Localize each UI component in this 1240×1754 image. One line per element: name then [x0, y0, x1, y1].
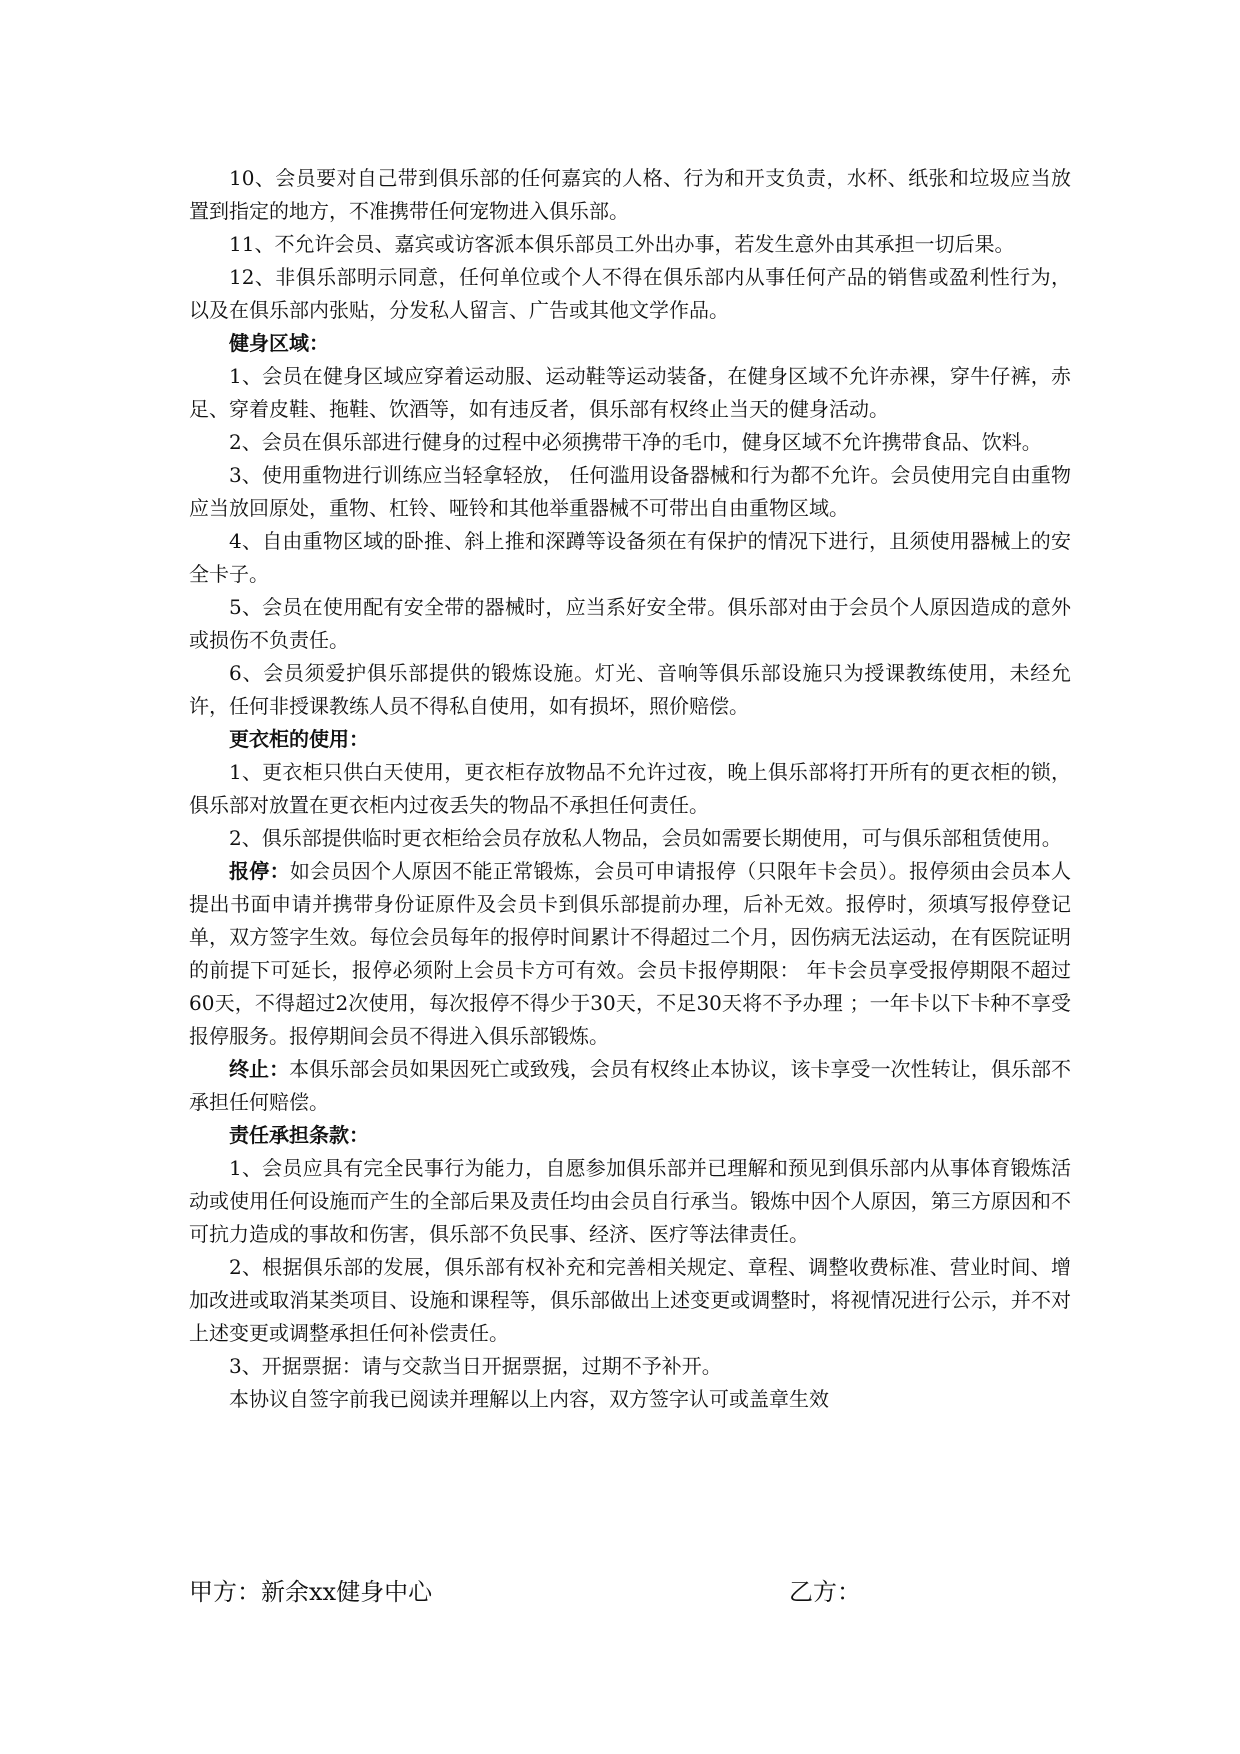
clause-text: 12、非俱乐部明示同意，任何单位或个人不得在俱乐部内从事任何产品的销售或盈利性行为，以及在俱乐部内张贴，分发私人留言、广告或其他文学作品。 [189, 265, 1071, 322]
clause-text: 1、更衣柜只供白天使用，更衣柜存放物品不允许过夜，晚上俱乐部将打开所有的更衣柜的锁，俱乐部对放置在更衣柜内过夜丢失的物品不承担任何责任。 [189, 760, 1071, 817]
clause-text: 6、会员须爱护俱乐部提供的锻炼设施。灯光、音响等俱乐部设施只为授课教练使用，未经允许，任何非授课教练人员不得私自使用，如有损坏，照价赔偿。 [189, 661, 1071, 718]
document-body [189, 162, 1071, 1416]
clause-paragraph [189, 162, 1071, 228]
clause-lead: 报停： [229, 859, 290, 883]
clause-paragraph [189, 1251, 1071, 1350]
clause-paragraph [189, 261, 1071, 327]
section-heading: 责任承担条款： [229, 1123, 369, 1147]
clause-lead: 终止： [229, 1057, 290, 1081]
clause-paragraph [189, 657, 1071, 723]
clause-text: 4、自由重物区域的卧推、斜上推和深蹲等设备须在有保护的情况下进行，且须使用器械上的安全卡子。 [189, 529, 1071, 586]
clause-paragraph [189, 822, 1071, 855]
clause-text: 3、使用重物进行训练应当轻拿轻放， 任何滥用设备器械和行为都不允许。会员使用完自由重物应当放回原处，重物、杠铃、哑铃和其他举重器械不可带出自由重物区域。 [189, 463, 1071, 520]
party-b-signature: 乙方： [789, 1578, 861, 1606]
clause-paragraph [189, 855, 1071, 1053]
clause-text: 3、开据票据：请与交款当日开据票据，过期不予补开。 [229, 1354, 722, 1378]
clause-paragraph [189, 228, 1071, 261]
clause-text: 11、不允许会员、嘉宾或访客派本俱乐部员工外出办事，若发生意外由其承担一切后果。 [229, 232, 1015, 256]
clause-text: 2、根据俱乐部的发展，俱乐部有权补充和完善相关规定、章程、调整收费标准、营业时间、增加改进或取消某类项目、设施和课程等，俱乐部做出上述变更或调整时，将视情况进行公示，并不对上述变更或调整承担任何补偿责任。 [189, 1255, 1071, 1345]
clause-text: 2、俱乐部提供临时更衣柜给会员存放私人物品，会员如需要长期使用，可与俱乐部租赁使用。 [229, 826, 1062, 850]
clause-paragraph [189, 1152, 1071, 1251]
clause-text: 2、会员在俱乐部进行健身的过程中必须携带干净的毛巾，健身区域不允许携带食品、饮料。 [229, 430, 1042, 454]
clause-text: 1、会员应具有完全民事行为能力，自愿参加俱乐部并已理解和预见到俱乐部内从事体育锻炼活动或使用任何设施而产生的全部后果及责任均由会员自行承当。锻炼中因个人原因，第三方原因和不可抗力造成的事故和伤害，俱乐部不负民事、经济、医疗等法律责任。 [189, 1156, 1071, 1246]
clause-text: 本协议自签字前我已阅读并理解以上内容，双方签字认可或盖章生效 [229, 1387, 829, 1411]
signature-block [189, 1572, 1071, 1612]
clause-paragraph [189, 360, 1071, 426]
clause-paragraph [189, 591, 1071, 657]
clause-text: 1、会员在健身区域应穿着运动服、运动鞋等运动装备，在健身区域不允许赤裸，穿牛仔裤，赤足、穿着皮鞋、拖鞋、饮酒等，如有违反者，俱乐部有权终止当天的健身活动。 [189, 364, 1071, 421]
clause-paragraph [189, 1053, 1071, 1119]
section-heading: 健身区域： [229, 331, 329, 355]
clause-text: 本俱乐部会员如果因死亡或致残，会员有权终止本协议，该卡享受一次性转让，俱乐部不承担任何赔偿。 [189, 1057, 1072, 1114]
clause-text: 如会员因个人原因不能正常锻炼，会员可申请报停（只限年卡会员）。报停须由会员本人提出书面申请并携带身份证原件及会员卡到俱乐部提前办理，后补无效。报停时，须填写报停登记单，双方签字生效。每位会员每年的报停时间累计不得超过二个月，因伤病无法运动，在有医院证明的前提下可延长，报停必须附上会员卡方可有效。会员卡报停期限： 年卡会员享受报停期限不超过60天，不得超过2次使用，每次报停不得少于30天，不足30天将不予办理 ；一年卡以下卡种不享受报停服务。报停期间会员不得进入俱乐部锻炼。 [189, 859, 1072, 1048]
clause-paragraph [189, 426, 1071, 459]
clause-paragraph [189, 459, 1071, 525]
clause-text: 10、会员要对自己带到俱乐部的任何嘉宾的人格、行为和开支负责，水杯、纸张和垃圾应当放置到指定的地方，不准携带任何宠物进入俱乐部。 [189, 166, 1071, 223]
section-heading: 更衣柜的使用： [229, 727, 369, 751]
party-a-signature: 甲方：新余xx健身中心 [189, 1578, 433, 1606]
clause-paragraph [189, 525, 1071, 591]
clause-paragraph [189, 756, 1071, 822]
clause-text: 5、会员在使用配有安全带的器械时，应当系好安全带。俱乐部对由于会员个人原因造成的意外或损伤不负责任。 [189, 595, 1071, 652]
clause-paragraph [189, 1383, 1071, 1416]
clause-paragraph [189, 1350, 1071, 1383]
